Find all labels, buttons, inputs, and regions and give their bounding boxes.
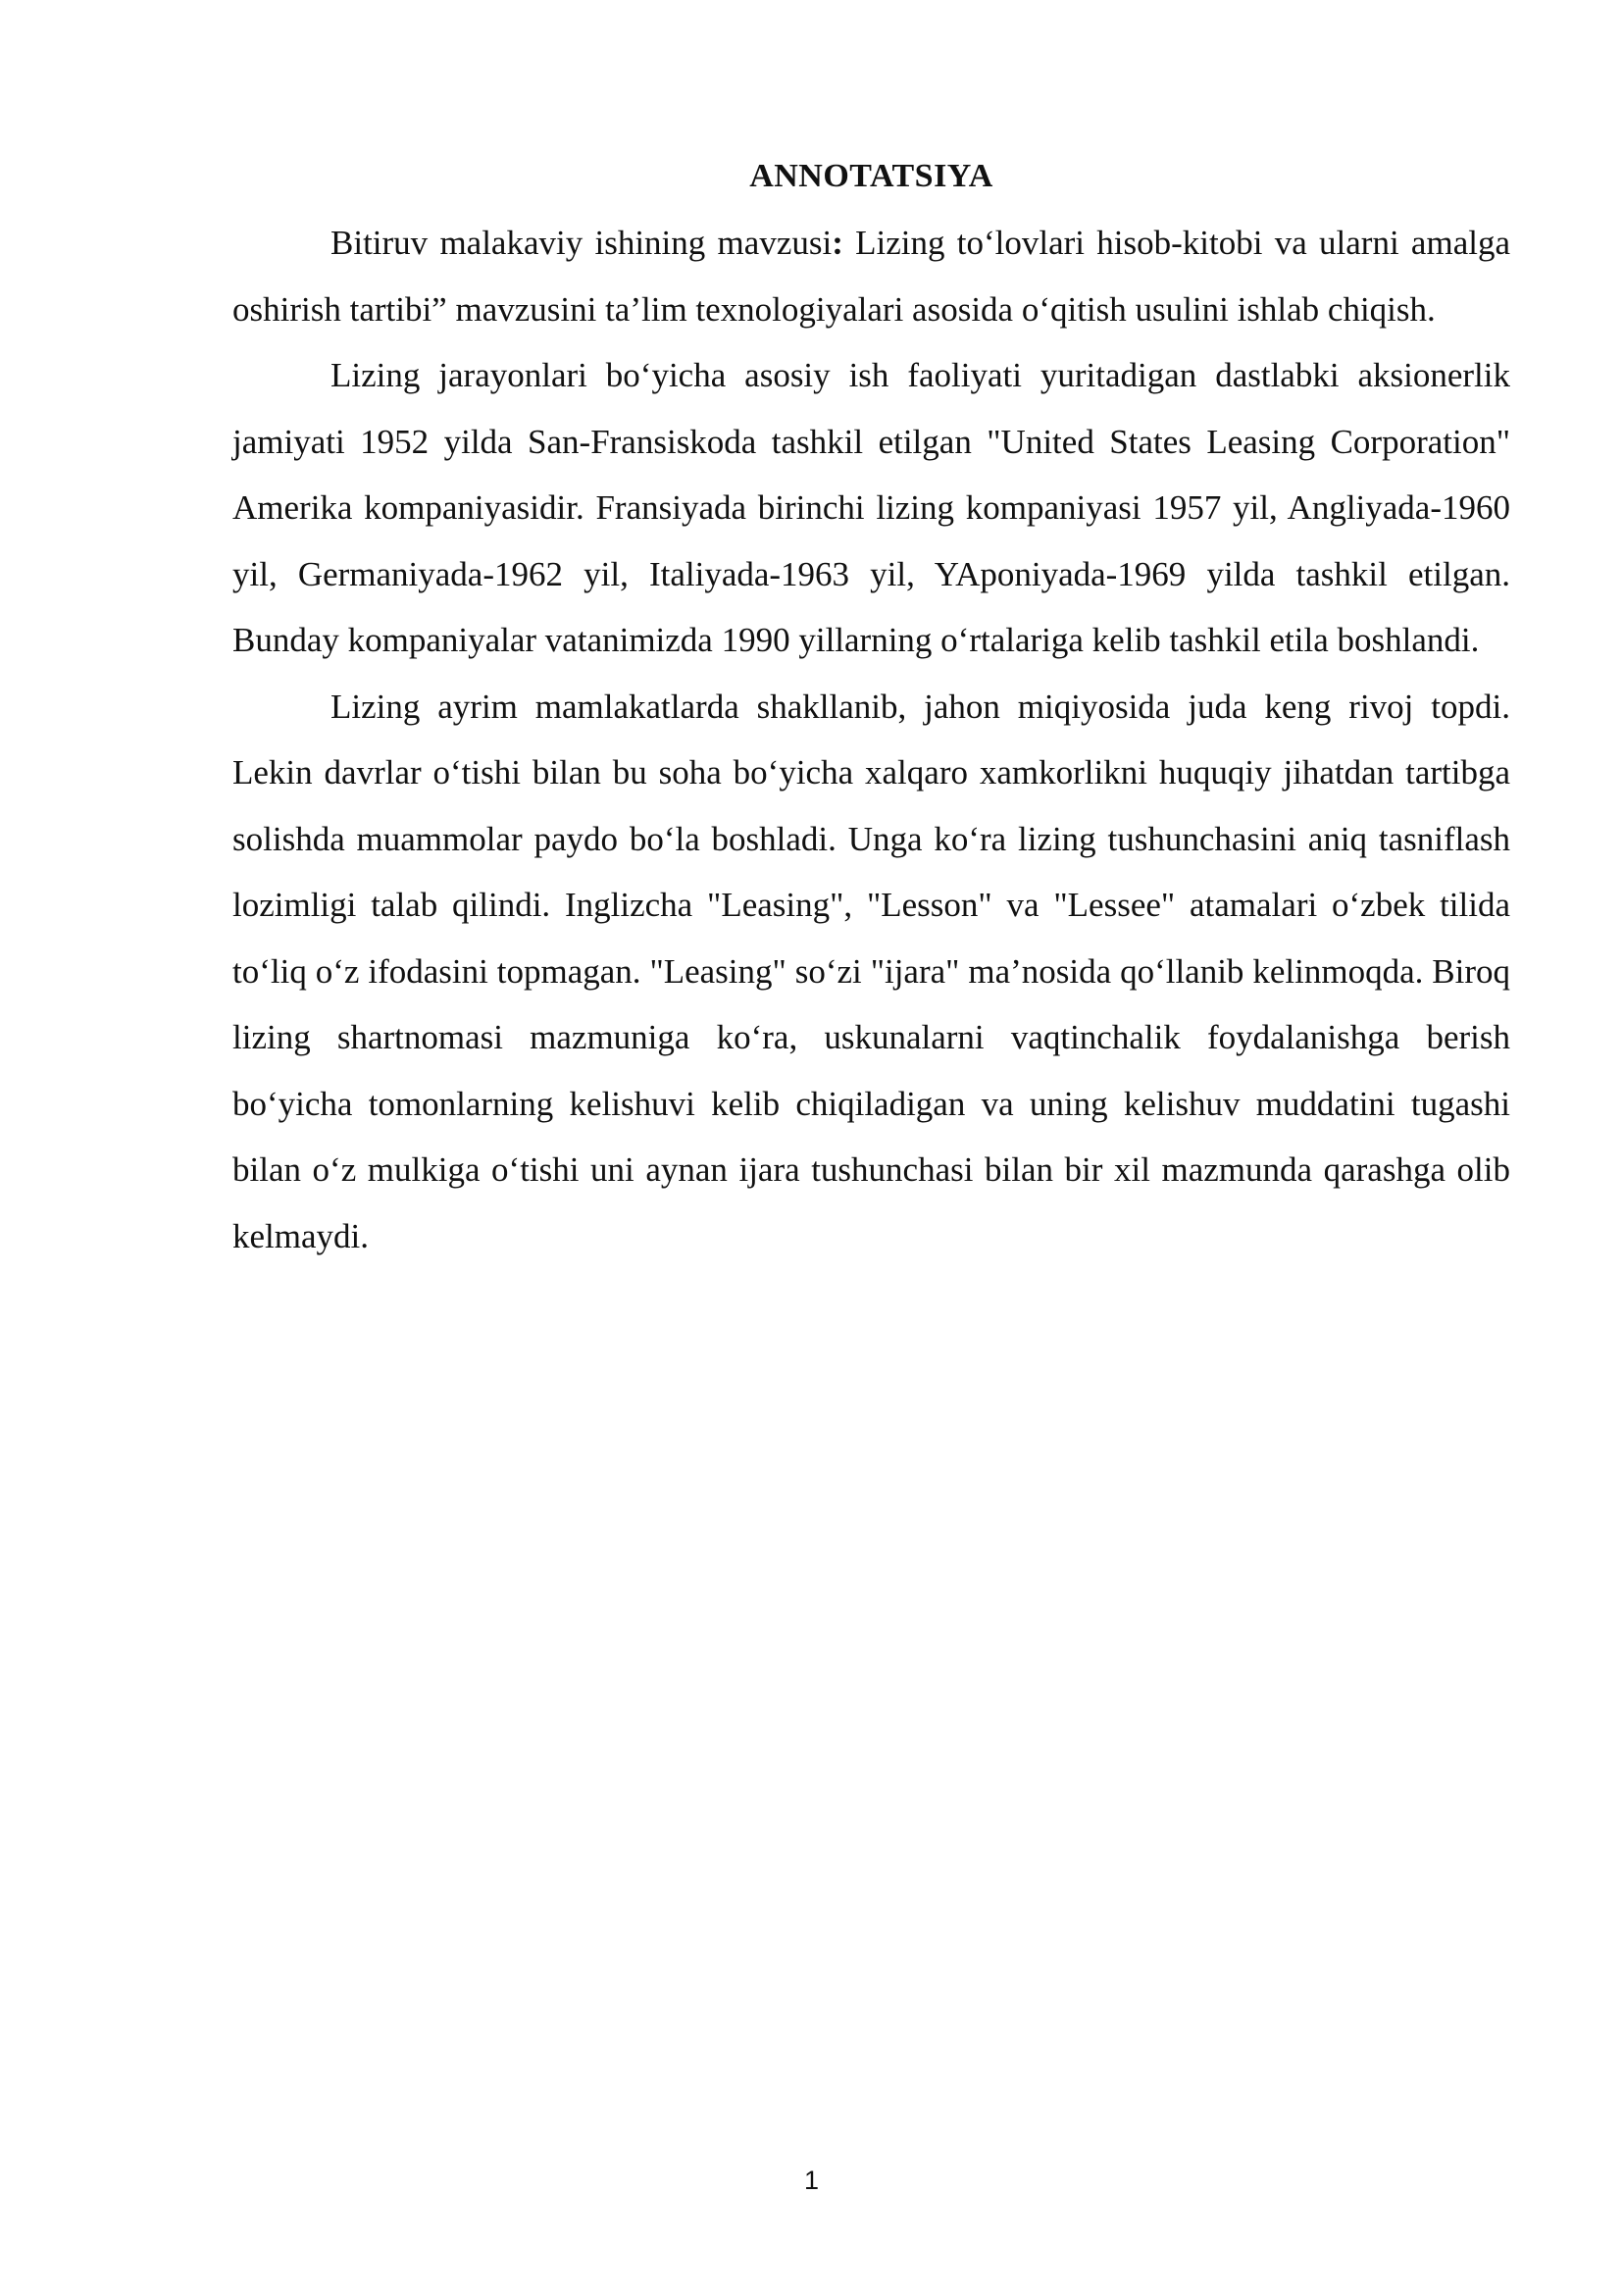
paragraph-history: Lizing jarayonlari bo‘yicha asosiy ish faoliyati yuritadigan dastlabki aksionerlik jamiyati 1952 yilda San-Fransiskoda tashkil etilgan "United States Leasing Corporation" Amerika kompaniyasidir. Fransiyada birinchi lizing kompaniyasi 1957 yil, Angliyada-1960 yil, Germaniyada-1962 yil, Italiyada-1963 yil, YAponiyada-1969 yilda tashkil etilgan. Bunday kompaniyalar vatanimizda 1990 yillarning o‘rtalariga kelib tashkil etila boshlandi. xyxy=(232,356,1510,659)
paragraph-terminology: Lizing ayrim mamlakatlarda shakllanib, jahon miqiyosida juda keng rivoj topdi. Lekin davrlar o‘tishi bilan bu soha bo‘yicha xalqaro xamkorlikni huquqiy jihatdan tartibga solishda muammolar paydo bo‘la boshladi. Unga ko‘ra lizing tushunchasini aniq tasniflash lozimligi talab qilindi. Inglizcha "Leasing", "Lesson" va "Lessee" atamalari o‘zbek tilida to‘liq o‘z ifodasini topmagan. "Leasing" so‘zi "ijara" ma’nosida qo‘llanib kelinmoqda. Biroq lizing shartnomasi mazmuniga ko‘ra, uskunalarni vaqtinchalik foydalanishga berish bo‘yicha tomonlarning kelishuvi kelib chiqiladigan va uning kelishuv muddatini tugashi bilan o‘z mulkiga o‘tishi uni aynan ijara tushunchasi bilan bir xil mazmunda qarashga olib kelmaydi. xyxy=(232,687,1510,1255)
page-title: ANNOTATSIYA xyxy=(749,158,993,194)
topic-text: Lizing to‘lovlari hisob-kitobi va ularni amalga oshirish tartibi” mavzusini ta’lim texnologiyalari asosida o‘qitish usulini ishlab chiqish. xyxy=(232,224,1510,329)
topic-colon: : xyxy=(832,224,843,262)
topic-lead: Bitiruv malakaviy ishining mavzusi xyxy=(330,224,833,262)
page-number: 1 xyxy=(803,2166,820,2195)
paragraph-topic xyxy=(232,210,1510,342)
page-content xyxy=(232,147,1510,1269)
